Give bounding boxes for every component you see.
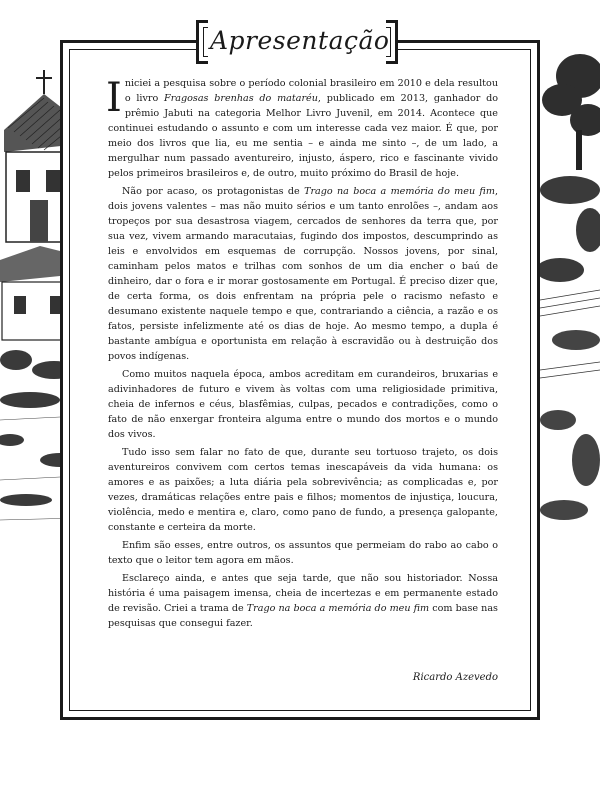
article-body <box>108 76 498 634</box>
text-run: Não por acaso, os protagonistas de <box>122 186 305 197</box>
drop-cap: I <box>106 75 122 121</box>
paragraph <box>108 538 498 568</box>
title-bracket-left <box>196 20 208 64</box>
trees-illustration <box>540 40 600 540</box>
paragraph <box>108 445 498 535</box>
author-signature: Ricardo Azevedo <box>412 672 498 683</box>
text-run: niciei a pesquisa sobre o período colonial brasileiro em 2010 e dela resultou o livro <box>124 78 498 104</box>
background-illustration-right <box>540 40 600 540</box>
paragraph <box>108 184 498 364</box>
book-title-italic: Trago na boca a memória do meu fim <box>304 186 495 197</box>
text-run: com base nas pesquisas que consegui fazer. <box>108 603 498 629</box>
text-run: Tudo isso sem falar no fato de que, durante seu tortuoso trajeto, os dois aventureiros convivem com certos temas inescapáveis da vida humana: os amores e as paixões; a luta diária pela sobrevivência; as complicadas e, por vezes, dramáticas relações entre pais e filhos; momentos de injustiça, loucura, violência, medo e mentira e, claro, como pano de fundo, a presença galopante, constante e certeira da morte. <box>108 447 498 533</box>
title-bracket-right <box>386 20 398 64</box>
text-run: Esclareço ainda, e antes que seja tarde, que não sou historiador. Nossa história é uma paisagem imensa, cheia de incertezas e em permanente estado de revisão. Criei a trama de <box>108 573 498 614</box>
book-title-italic: Trago na boca a memória do meu fim <box>246 603 430 614</box>
book-title-italic: Fragosas brenhas do mataréu <box>164 93 318 104</box>
title-plaque <box>196 20 398 64</box>
text-run: , dois jovens valentes – mas não muito sérios e um tanto enrolões –, andam aos tropeços por sua desastrosa viagem, cercados de senhores da terra que, por sua vez, vivem armando maracutaias, fugindo dos impostos, descumprindo as leis e envolvidos em esquemas de corrupção. Nossos jovens, por sinal, caminham pelos matos e trilhas com sonhos de um dia encher o baú de dinheiro, dar o fora e ir morar gostosamente em Portugal. É preciso dizer que, de certa forma, os dois enfrentam na própria pele o racismo nefasto e desumano existente naquele tempo e que, contrariando a ciência, a razão e os fatos, persiste infelizmente até os dias de hoje. Ao mesmo tempo, a dupla é bastante ambígua e oportunista em relação à escravidão ou à destruição dos povos indígenas. <box>108 186 498 362</box>
text-run: Enfim são esses, entre outros, os assuntos que permeiam do rabo ao cabo o texto que o leitor tem agora em mãos. <box>108 540 498 566</box>
paragraph <box>108 571 498 631</box>
text-run: Como muitos naquela época, ambos acreditam em curandeiros, bruxarias e adivinhadores de futuro e vivem às voltas com uma religiosidade primitiva, cheia de infernos e céus, blasfêmias, culpas, pecados e contradições, como o fato de não enxergar fronteira alguma entre o mundo dos mortos e o mundo dos vivos. <box>108 369 498 440</box>
text-run: , publicado em 2013, ganhador do prêmio Jabuti na categoria Melhor Livro Juvenil, em 2014. Acontece que continuei estudando o assunto e com um interesse cada vez maior. É que, por meio dos livros que lia, eu me sentia – e ainda me sinto –, de um lado, a mergulhar num passado aventureiro, injusto, áspero, rico e fascinante vivido pelos primeiros brasileiros e, de outro, muito próximo do Brasil de hoje. <box>108 93 498 179</box>
paragraph <box>108 76 498 181</box>
paragraph <box>108 367 498 442</box>
page-title: Apresentação <box>210 26 390 55</box>
